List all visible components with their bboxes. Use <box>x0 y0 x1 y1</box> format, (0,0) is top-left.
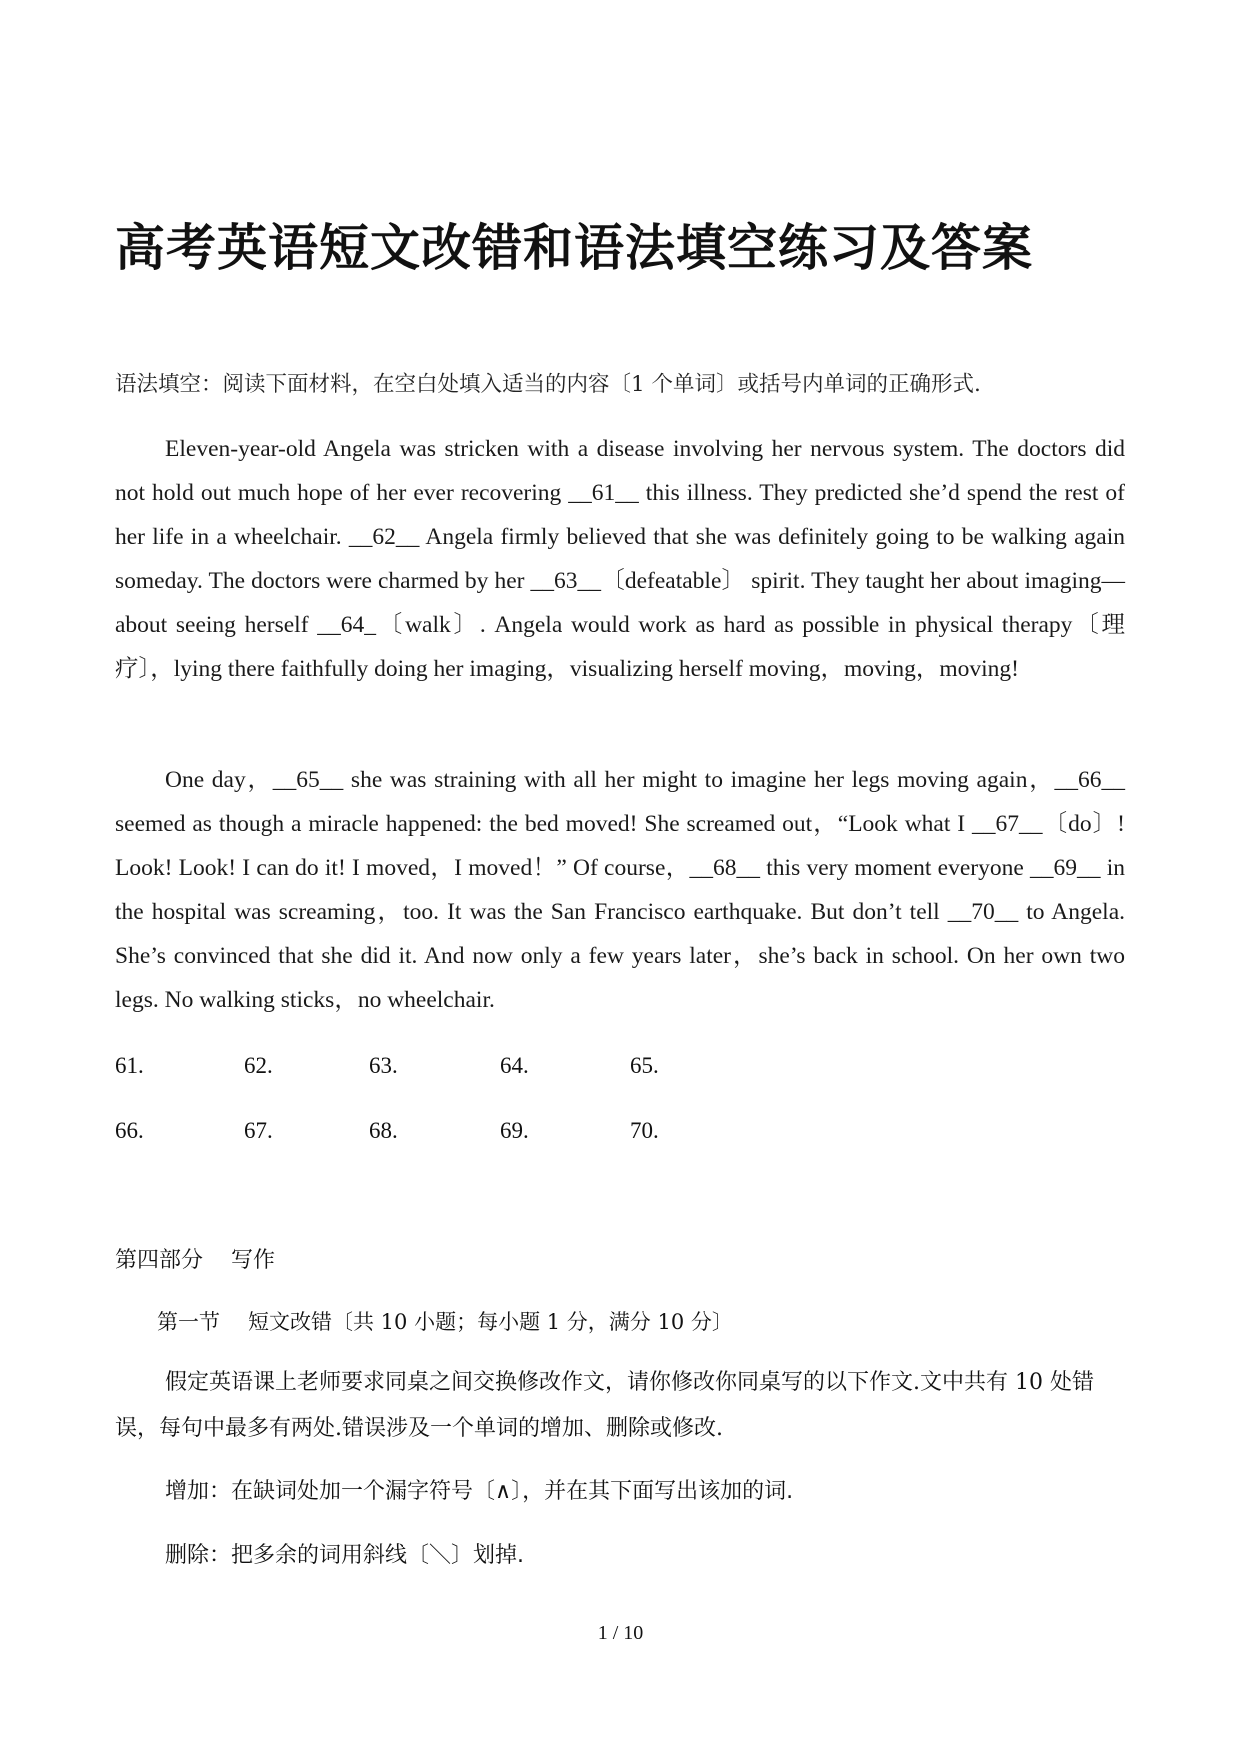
part-four-name: 写作 <box>231 1248 276 1273</box>
answer-blank-69: 69. <box>500 1118 529 1143</box>
passage-paragraph-2: One day，__65__ she was straining with all her might to imagine her legs moving again，__66__ seemed as though a miracle happened: the bed moved! She screamed out，“Look what I __67__〔do〕! Look! Look! I can do it! I moved，I moved！” Of course，__68__ this very moment everyone __69__ in the hospital was screaming，too. It was the San Francisco earthquake. But don’t tell __70__ to Angela. She’s convinced that she did it. And now only a few years later，she’s back in school. On her own two legs. No walking sticks，no wheelchair. <box>115 767 1125 1013</box>
page-number: 1 / 10 <box>597 1622 644 1644</box>
rule-add: 增加：在缺词处加一个漏字符号〔∧〕，并在其下面写出该加的词. <box>165 1479 794 1504</box>
answer-blank-67: 67. <box>244 1118 273 1143</box>
passage-paragraph-1: Eleven-year-old Angela was stricken with a disease involving her nervous system. The doctors did not hold out much hope of her ever recovering __61__ this illness. They predicted she’d spend the rest of her life in a wheelchair. __62__ Angela firmly believed that she was definitely going to be walking again someday. The doctors were charmed by her __63__〔defeatable〕 spirit. They taught her about imaging—about seeing herself __64_〔walk〕. Angela would work as hard as possible in physical therapy〔理疗〕，lying there faithfully doing her imaging，visualizing herself moving，moving，moving! <box>115 436 1125 682</box>
error-correction-instruction: 假定英语课上老师要求同桌之间交换修改作文，请你修改你同桌写的以下作文.文中共有 10 处错误，每句中最多有两处.错误涉及一个单词的增加、删除或修改. <box>115 1370 1094 1441</box>
answer-blank-68: 68. <box>369 1118 398 1143</box>
answer-blank-66: 66. <box>115 1118 144 1143</box>
section-one-name: 短文改错〔共 10 小题；每小题 1 分，满分 10 分〕 <box>248 1310 733 1334</box>
answer-blank-61: 61. <box>115 1053 144 1078</box>
section-one-label: 第一节 <box>157 1310 220 1334</box>
document-title: 高考英语短文改错和语法填空练习及答案 <box>115 218 1033 277</box>
answer-blank-64: 64. <box>500 1053 529 1078</box>
part-four-heading <box>115 1246 275 1276</box>
rule-delete: 删除：把多余的词用斜线〔＼〕划掉. <box>165 1543 524 1568</box>
part-four-label: 第四部分 <box>115 1248 204 1273</box>
grammar-fill-instruction: 语法填空：阅读下面材料，在空白处填入适当的内容〔1 个单词〕或括号内单词的正确形式. <box>115 372 981 397</box>
answer-blank-70: 70. <box>630 1118 659 1143</box>
section-one-heading <box>157 1307 733 1337</box>
answer-blank-65: 65. <box>630 1053 659 1078</box>
answer-blank-63: 63. <box>369 1053 398 1078</box>
answer-blank-62: 62. <box>244 1053 273 1078</box>
